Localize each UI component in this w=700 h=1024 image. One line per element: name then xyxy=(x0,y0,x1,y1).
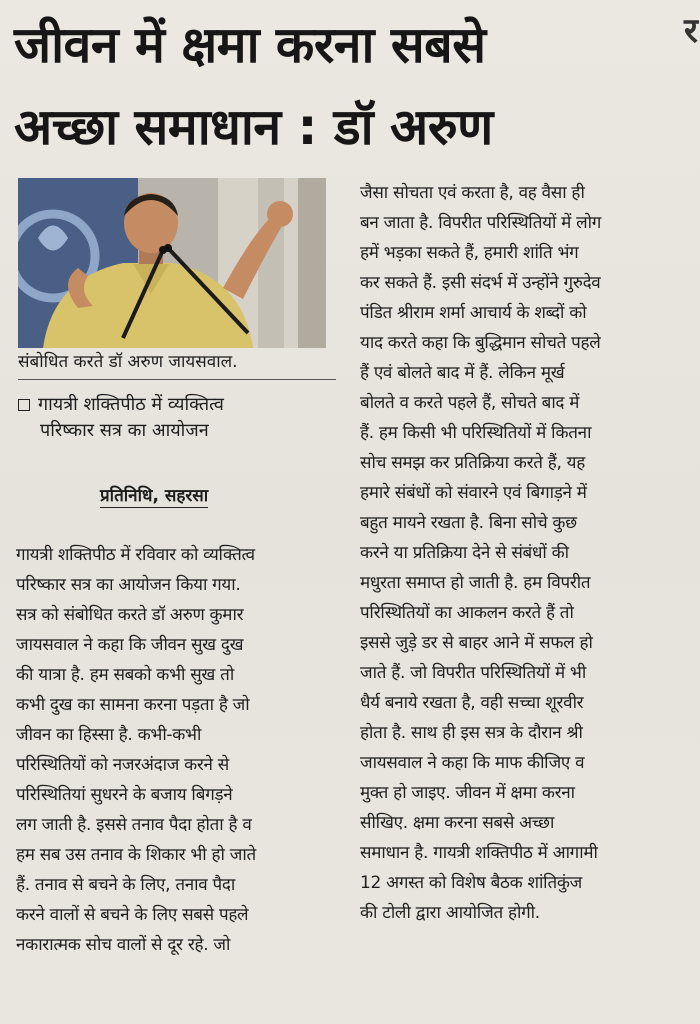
text-line: करने वालों से बचने के लिए सबसे पहले xyxy=(16,905,249,925)
text-line: करने या प्रतिक्रिया देने से संबंधों की xyxy=(360,543,569,563)
text-line: सीखिए. क्षमा करना सबसे अच्छा xyxy=(360,813,555,833)
adjacent-article-fragment: र xyxy=(684,11,698,51)
text-line: बन जाता है. विपरीत परिस्थितियों में लोग xyxy=(360,213,602,233)
byline xyxy=(100,484,280,508)
text-line: हम सब उस तनाव के शिकार भी हो जाते xyxy=(16,845,256,865)
text-line: सत्र को संबोधित करते डॉ अरुण कुमार xyxy=(16,605,244,625)
caption-divider xyxy=(18,379,336,380)
text-line: बहुत मायने रखता है. बिना सोचे कुछ xyxy=(360,513,577,533)
byline-text: प्रतिनिधि, सहरसा xyxy=(100,486,209,506)
bullet-box-icon xyxy=(18,399,30,411)
text-line: लग जाती है. इससे तनाव पैदा होता है व xyxy=(16,815,252,835)
text-line: परिष्कार सत्र का आयोजन किया गया. xyxy=(16,575,241,595)
text-line: मधुरता समाप्त हो जाती है. हम विपरीत xyxy=(360,573,591,593)
text-line: समाधान है. गायत्री शक्तिपीठ में आगामी xyxy=(360,843,598,863)
text-line: इससे जुड़े डर से बाहर आने में सफल हो xyxy=(360,633,593,653)
text-line: नकारात्मक सोच वालों से दूर रहे. जो xyxy=(16,935,231,955)
text-line: की टोली द्वारा आयोजित होगी. xyxy=(360,903,540,923)
text-line: हमारे संबंधों को संवारने एवं बिगाड़ने में xyxy=(360,483,587,503)
article-column-2 xyxy=(360,178,692,928)
text-line: होता है. साथ ही इस सत्र के दौरान श्री xyxy=(360,723,583,743)
text-line: जायसवाल ने कहा कि माफ कीजिए व xyxy=(360,753,585,773)
text-line: पंडित श्रीराम शर्मा आचार्य के शब्दों को xyxy=(360,303,587,323)
text-line: की यात्रा है. हम सबको कभी सुख तो xyxy=(16,665,234,685)
text-line: हमें भड़का सकते हैं, हमारी शांति भंग xyxy=(360,243,579,263)
text-line: कभी दुख का सामना करना पड़ता है जो xyxy=(16,695,250,715)
text-line: सोच समझ कर प्रतिक्रिया करते हैं, यह xyxy=(360,453,585,473)
text-line: याद करते कहा कि बुद्धिमान सोचते पहले xyxy=(360,333,601,353)
speaker-photo xyxy=(18,178,326,348)
headline xyxy=(14,4,679,168)
text-line: बोलते व करते पहले हैं, सोचते बाद में xyxy=(360,393,580,413)
text-line: जीवन का हिस्सा है. कभी-कभी xyxy=(16,725,202,745)
text-line: हैं. तनाव से बचने के लिए, तनाव पैदा xyxy=(16,875,236,895)
article-column-1 xyxy=(16,540,348,960)
subheadline xyxy=(18,392,338,444)
text-line: जायसवाल ने कहा कि जीवन सुख दुख xyxy=(16,635,244,655)
text-line: गायत्री शक्तिपीठ में रविवार को व्यक्तित्व xyxy=(16,545,255,565)
text-line: जाते हैं. जो विपरीत परिस्थितियों में भी xyxy=(360,663,586,683)
photo-caption: संबोधित करते डॉ अरुण जायसवाल. xyxy=(18,352,238,372)
text-line: 12 अगस्त को विशेष बैठक शांतिकुंज xyxy=(360,873,582,893)
speaker-photo-image xyxy=(18,178,326,348)
headline-line-1: जीवन में क्षमा करना सबसे xyxy=(14,16,486,74)
text-line: परिस्थितियां सुधरने के बजाय बिगड़ने xyxy=(16,785,233,805)
subheadline-line-2: परिष्कार सत्र का आयोजन xyxy=(40,420,209,441)
text-line: जैसा सोचता एवं करता है, वह वैसा ही xyxy=(360,183,585,203)
text-line: मुक्त हो जाइए. जीवन में क्षमा करना xyxy=(360,783,575,803)
text-line: परिस्थितियों का आकलन करते हैं तो xyxy=(360,603,574,623)
text-line: परिस्थितियों को नजरअंदाज करने से xyxy=(16,755,229,775)
text-line: कर सकते हैं. इसी संदर्भ में उन्होंने गुरुदेव xyxy=(360,273,601,293)
text-line: हैं एवं बोलते बाद में हैं. लेकिन मूर्ख xyxy=(360,363,565,383)
subheadline-line-1: गायत्री शक्तिपीठ में व्यक्तित्व xyxy=(38,394,224,415)
text-line: हैं. हम किसी भी परिस्थितियों में कितना xyxy=(360,423,592,443)
text-line: धैर्य बनाये रखता है, वही सच्चा शूरवीर xyxy=(360,693,584,713)
headline-line-2: अच्छा समाधान : डॉ अरुण xyxy=(14,98,493,156)
